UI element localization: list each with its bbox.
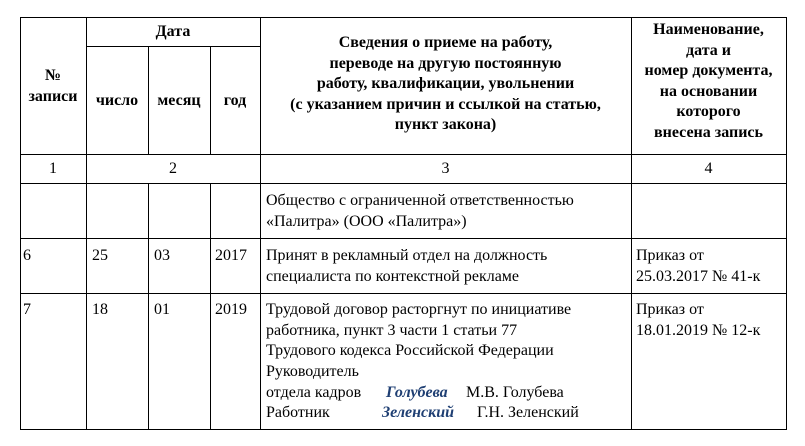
signature-name-employee: Г.Н. Зеленский	[477, 404, 579, 421]
record-month: 01	[154, 301, 170, 318]
organization-name: Общество с ограниченной ответственностью «Палитра» (ООО «Палитра»)	[266, 192, 574, 230]
handwritten-signature-hr: Голубева	[386, 384, 448, 401]
info-header: Сведения о приеме на работу, переводе на другую постоянную работу, квалификации, увольнении (с указанием причин и ссылкой на статью, пункт закона)	[290, 34, 601, 133]
date-header: Дата	[155, 23, 191, 40]
record-year: 2019	[215, 301, 247, 318]
record-document: Приказ от 25.03.2017 № 41-к	[636, 247, 761, 285]
signature-name-hr: М.В. Голубева	[466, 384, 564, 401]
record-year: 2017	[215, 247, 247, 264]
column-number-3: 3	[441, 160, 450, 177]
record-number: 7	[23, 301, 31, 318]
year-header: год	[223, 92, 247, 109]
signature-role-hr: отдела кадров	[266, 384, 362, 401]
column-number-2: 2	[169, 160, 177, 177]
column-number-1: 1	[49, 160, 57, 177]
month-header: месяц	[157, 92, 201, 109]
record-month: 03	[154, 247, 170, 264]
signature-role-employee: Работник	[266, 404, 330, 421]
record-number-header: № записи	[28, 67, 78, 105]
record-day: 25	[92, 247, 108, 264]
document-header: Наименование, дата и номер документа, на основании которого внесена запись	[644, 21, 773, 141]
column-number-4: 4	[704, 160, 713, 177]
record-info: Принят в рекламный отдел на должность специалиста по контекстной рекламе	[266, 247, 548, 285]
record-number: 6	[23, 247, 31, 264]
record-info: Трудовой договор расторгнут по инициативе работника, пункт 3 части 1 статьи 77 Трудового кодекса Российской Федерации Руководитель	[266, 301, 572, 380]
record-day: 18	[92, 301, 108, 318]
record-document: Приказ от 18.01.2019 № 12-к	[636, 301, 761, 339]
day-header: число	[95, 92, 139, 109]
handwritten-signature-employee: Зеленский	[382, 404, 455, 421]
